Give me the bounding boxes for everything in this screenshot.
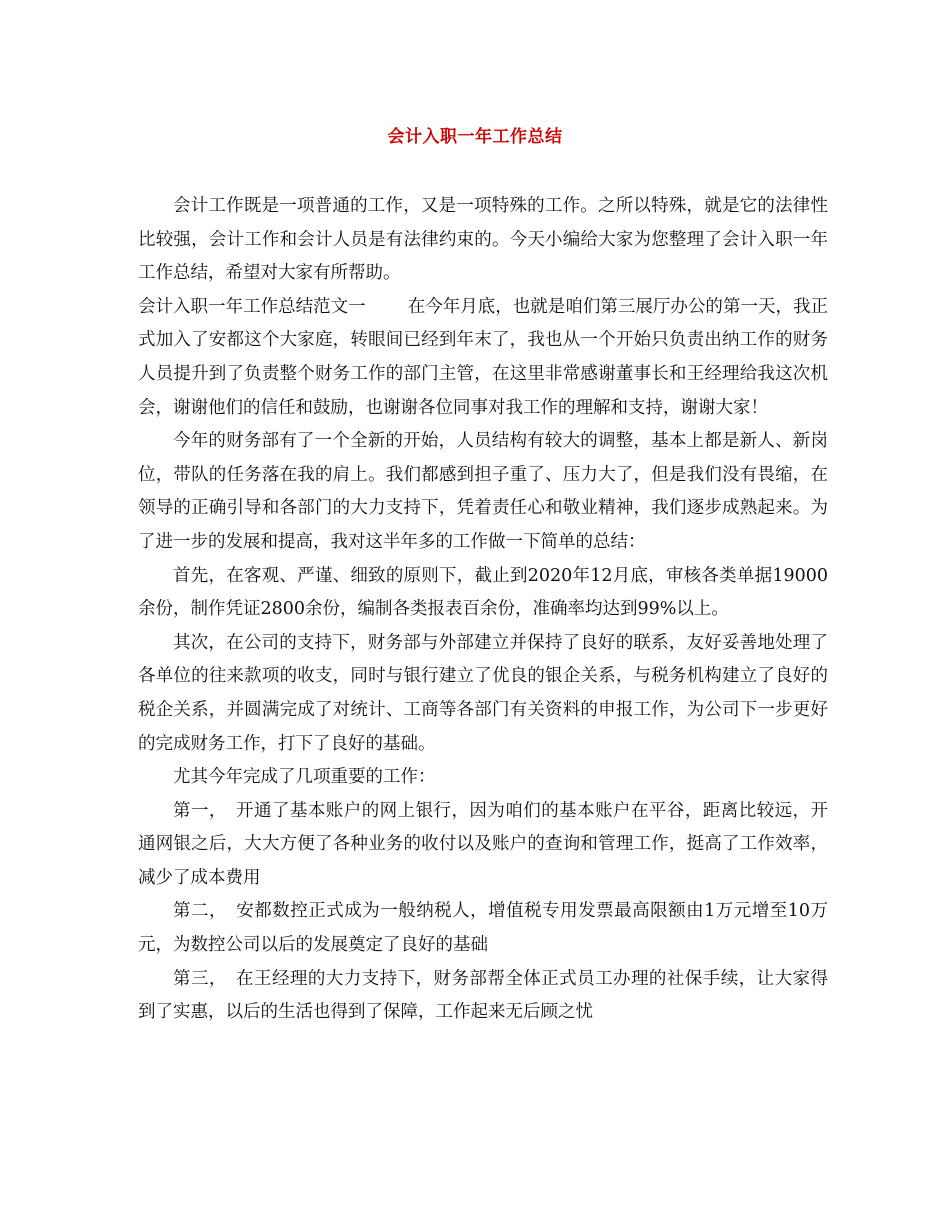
sample-paragraph — [138, 291, 828, 425]
list-item-third: 第三， 在王经理的大力支持下，财务部帮全体正式员工办理的社保手续，让大家得到了实惠，以后的生活也得到了保障，工作起来无后顾之忧 — [138, 968, 828, 1023]
body-paragraph: 其次，在公司的支持下，财务部与外部建立并保持了良好的联系，友好妥善地处理了各单位的往来款项的收支，同时与银行建立了优良的银企关系，与税务机构建立了良好的税企关系，并圆满完成了对统计、工商等各部门有关资料的申报工作，为公司下一步更好的完成财务工作，打下了良好的基础。 — [138, 632, 828, 754]
list-item-second: 第二， 安都数控正式成为一般纳税人，增值税专用发票最高限额由1万元增至10万元，为数控公司以后的发展奠定了良好的基础 — [138, 901, 828, 956]
body-paragraph: 首先，在客观、严谨、细致的原则下，截止到2020年12月底，审核各类单据19000余份，制作凭证2800余份，编制各类报表百余份，准确率均达到99%以上。 — [138, 565, 828, 620]
list-item-first: 第一， 开通了基本账户的网上银行，因为咱们的基本账户在平谷，距离比较远，开通网银之后，大大方便了各种业务的收付以及账户的查询和管理工作，挺高了工作效率，减少了成本费用 — [138, 800, 828, 888]
sample-text: 在今年月底，也就是咱们第三展厅办公的第一天，我正式加入了安都这个大家庭，转眼间已经到年末了，我也从一个开始只负责出纳工作的财务人员提升到了负责整个财务工作的部门主管，在这里非常感谢董事长和王经理给我这次机会，谢谢他们的信任和鼓励，也谢谢各位同事对我工作的理解和支持，谢谢大家！ — [138, 296, 829, 418]
body-paragraph: 今年的财务部有了一个全新的开始，人员结构有较大的调整，基本上都是新人、新岗位，带队的任务落在我的肩上。我们都感到担子重了、压力大了，但是我们没有畏缩，在领导的正确引导和各部门的大力支持下，凭着责任心和敬业精神，我们逐步成熟起来。为了进一步的发展和提高，我对这半年多的工作做一下简单的总结： — [138, 431, 828, 552]
document-body — [138, 190, 828, 1030]
document-title: 会计入职一年工作总结 — [387, 127, 563, 147]
intro-paragraph: 会计工作既是一项普通的工作，又是一项特殊的工作。之所以特殊，就是它的法律性比较强，会计工作和会计人员是有法律约束的。今天小编给大家为您整理了会计入职一年工作总结，希望对大家有所帮助。 — [138, 196, 828, 284]
body-paragraph: 尤其今年完成了几项重要的工作： — [173, 767, 436, 788]
sample-heading: 会计入职一年工作总结范文一 — [138, 296, 366, 317]
